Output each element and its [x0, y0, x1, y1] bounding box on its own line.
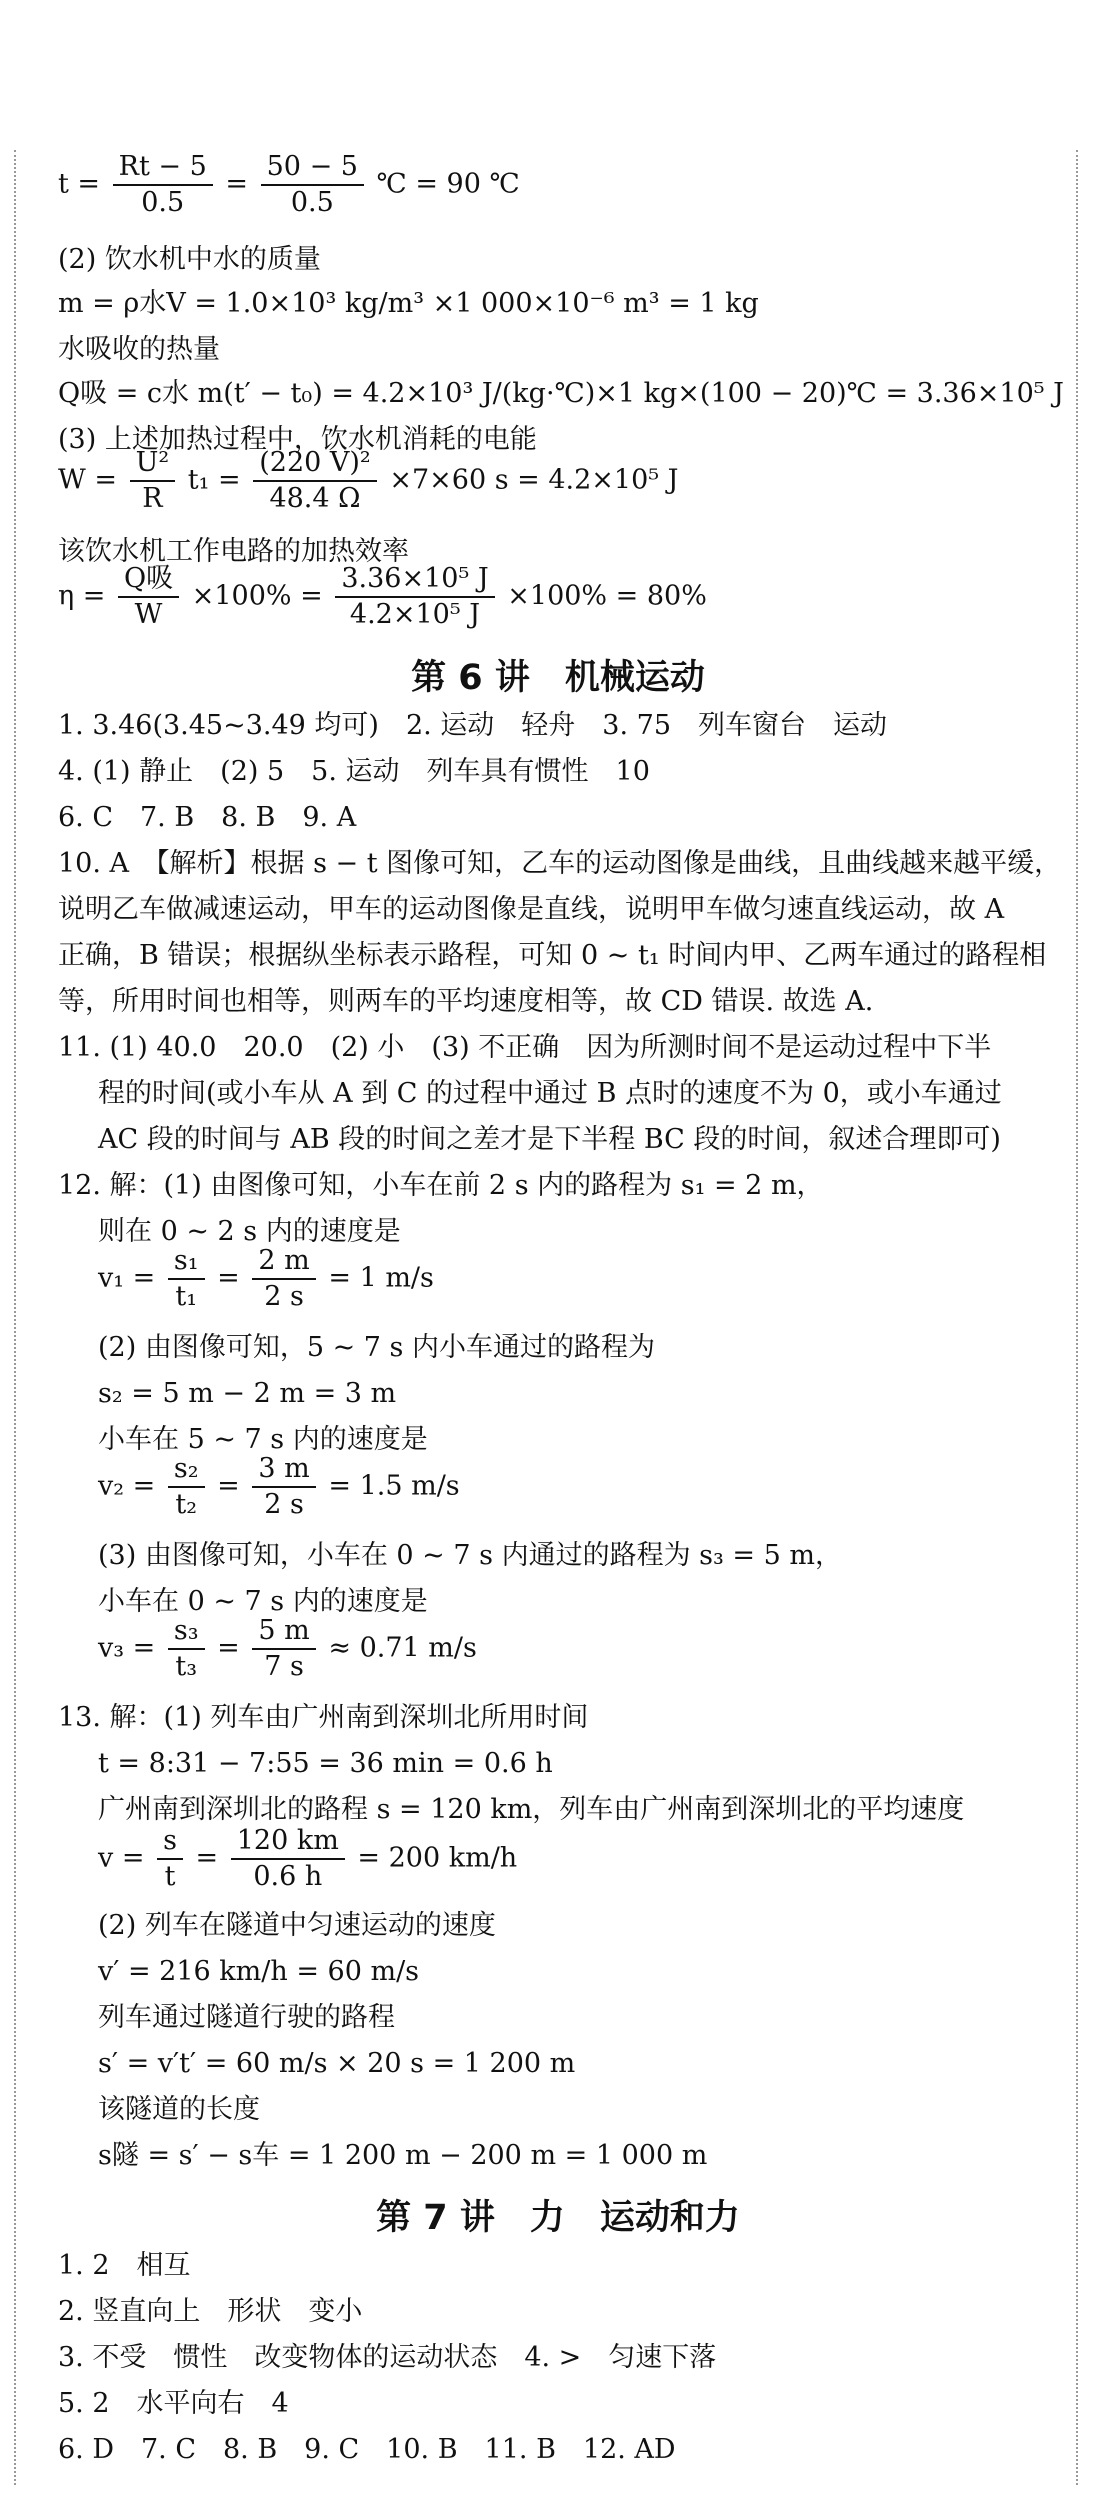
- fraction-numerator: s: [157, 1824, 183, 1860]
- answer-line: AC 段的时间与 AB 段的时间之差才是下半程 BC 段的时间，叙述合理即可): [98, 1124, 1001, 1155]
- fraction-numerator: 5 m: [252, 1614, 315, 1650]
- answer-line: v′ = 216 km/h = 60 m/s: [98, 1956, 420, 1987]
- text-line: (2) 饮水机中水的质量: [58, 244, 321, 275]
- right-dotted-border: [1076, 150, 1078, 2485]
- equals-sign: =: [217, 1262, 240, 1294]
- formula-temperature: [58, 150, 520, 220]
- formula-text: ℃ = 90 ℃: [376, 168, 520, 200]
- answer-line: s′ = v′t′ = 60 m/s × 20 s = 1 200 m: [98, 2048, 576, 2079]
- answer-line: 11. (1) 40.0 20.0 (2) 小 (3) 不正确 因为所测时间不是运动过程中下半: [58, 1032, 992, 1063]
- fraction: [168, 1614, 205, 1684]
- answer-line: 小车在 5 ~ 7 s 内的速度是: [98, 1424, 428, 1455]
- answer-line: 则在 0 ~ 2 s 内的速度是: [98, 1216, 401, 1247]
- answer-line: 广州南到深圳北的路程 s = 120 km，列车由广州南到深圳北的平均速度: [98, 1794, 965, 1825]
- formula-v3: [98, 1614, 477, 1684]
- equals-sign: =: [225, 168, 249, 200]
- formula-v-avg: [98, 1824, 517, 1894]
- fraction: [252, 1244, 315, 1314]
- formula-text: v₁ =: [98, 1262, 156, 1294]
- answer-line: 小车在 0 ~ 7 s 内的速度是: [98, 1586, 428, 1617]
- text-line: 该饮水机工作电路的加热效率: [58, 536, 409, 567]
- answer-line: 2. 竖直向上 形状 变小: [58, 2296, 363, 2327]
- formula-text: ×7×60 s = 4.2×10⁵ J: [389, 464, 679, 496]
- fraction-denominator: t₂: [175, 1489, 198, 1520]
- formula-text: v₃ =: [98, 1632, 156, 1664]
- fraction-numerator: s₃: [168, 1614, 205, 1650]
- fraction-numerator: 120 km: [231, 1824, 345, 1860]
- formula-text: ≈ 0.71 m/s: [328, 1632, 477, 1664]
- fraction-numerator: 50 − 5: [261, 150, 364, 186]
- fraction-denominator: 4.2×10⁵ J: [349, 599, 481, 630]
- formula-text: = 200 km/h: [357, 1842, 518, 1874]
- answer-line: 5. 2 水平向右 4: [58, 2388, 289, 2419]
- equals-sign: =: [217, 1470, 240, 1502]
- fraction: [113, 150, 213, 220]
- answer-line: 列车通过隧道行驶的路程: [98, 2002, 395, 2033]
- fraction-denominator: t₃: [175, 1651, 198, 1682]
- formula-mass: m = ρ水V = 1.0×10³ kg/m³ ×1 000×10⁻⁶ m³ = 1 kg: [58, 288, 759, 319]
- section-7-title: 第 7 讲 力 运动和力: [376, 2198, 740, 2238]
- fraction: [252, 1452, 315, 1522]
- formula-text: = 1.5 m/s: [328, 1470, 460, 1502]
- fraction-numerator: 3 m: [252, 1452, 315, 1488]
- text-line: 水吸收的热量: [58, 334, 220, 365]
- fraction-numerator: U²: [130, 446, 176, 482]
- fraction-denominator: t₁: [175, 1281, 198, 1312]
- fraction-denominator: W: [134, 599, 163, 630]
- answer-line: (3) 由图像可知，小车在 0 ~ 7 s 内通过的路程为 s₃ = 5 m，: [98, 1540, 842, 1571]
- fraction-denominator: 7 s: [264, 1651, 304, 1682]
- fraction-denominator: 0.6 h: [253, 1861, 323, 1892]
- text-line: (3) 上述加热过程中，饮水机消耗的电能: [58, 424, 537, 455]
- fraction: [168, 1244, 205, 1314]
- answer-line: 4. (1) 静止 (2) 5 5. 运动 列车具有惯性 10: [58, 756, 650, 787]
- fraction: [157, 1824, 183, 1894]
- formula-energy: [58, 446, 679, 516]
- fraction: [261, 150, 364, 220]
- fraction: [231, 1824, 345, 1894]
- answer-line: 说明乙车做减速运动，甲车的运动图像是直线，说明甲车做匀速直线运动，故 A: [58, 894, 1005, 925]
- answer-line: 6. C 7. B 8. B 9. A: [58, 802, 357, 833]
- fraction-denominator: 2 s: [264, 1489, 304, 1520]
- fraction-numerator: 3.36×10⁵ J: [335, 562, 494, 598]
- fraction: [130, 446, 176, 516]
- formula-text: W =: [58, 464, 117, 496]
- fraction-denominator: t: [164, 1861, 176, 1892]
- fraction: [168, 1452, 205, 1522]
- answer-line: s₂ = 5 m − 2 m = 3 m: [98, 1378, 397, 1409]
- fraction: [118, 562, 179, 632]
- formula-efficiency: [58, 562, 707, 632]
- formula-text: v =: [98, 1842, 145, 1874]
- fraction-denominator: 0.5: [290, 187, 334, 218]
- fraction: [253, 446, 377, 516]
- answer-line: 1. 2 相互: [58, 2250, 191, 2281]
- answer-line: t = 8:31 − 7:55 = 36 min = 0.6 h: [98, 1748, 553, 1779]
- answer-line: 等，所用时间也相等，则两车的平均速度相等，故 CD 错误. 故选 A.: [58, 986, 874, 1017]
- fraction-denominator: R: [142, 483, 163, 514]
- formula-text: v₂ =: [98, 1470, 156, 1502]
- fraction-numerator: (220 V)²: [253, 446, 377, 482]
- answer-line: (2) 列车在隧道中匀速运动的速度: [98, 1910, 496, 1941]
- formula-v2: [98, 1452, 460, 1522]
- fraction-numerator: s₁: [168, 1244, 205, 1280]
- fraction: [252, 1614, 315, 1684]
- formula-text: η =: [58, 580, 106, 612]
- answer-line: 该隧道的长度: [98, 2094, 260, 2125]
- answer-line: (2) 由图像可知，5 ~ 7 s 内小车通过的路程为: [98, 1332, 655, 1363]
- fraction-denominator: 48.4 Ω: [269, 483, 361, 514]
- formula-text: = 1 m/s: [328, 1262, 434, 1294]
- formula-text: ×100% = 80%: [507, 580, 707, 612]
- answer-line: 6. D 7. C 8. B 9. C 10. B 11. B 12. AD: [58, 2434, 676, 2465]
- formula-heat: Q吸 = c水 m(t′ − t₀) = 4.2×10³ J/(kg·℃)×1 kg×(100 − 20)℃ = 3.36×10⁵ J: [58, 378, 1064, 409]
- answer-line: 1. 3.46(3.45~3.49 均可) 2. 运动 轻舟 3. 75 列车窗台 运动: [58, 710, 888, 741]
- equals-sign: =: [217, 1632, 240, 1664]
- formula-text: t₁ =: [187, 464, 241, 496]
- fraction-numerator: 2 m: [252, 1244, 315, 1280]
- fraction-numerator: Q吸: [118, 562, 179, 598]
- section-6-title: 第 6 讲 机械运动: [411, 658, 705, 698]
- answer-line: 3. 不受 惯性 改变物体的运动状态 4. > 匀速下落: [58, 2342, 717, 2373]
- answer-line: s隧 = s′ − s车 = 1 200 m − 200 m = 1 000 m: [98, 2140, 708, 2171]
- formula-text: ×100% =: [191, 580, 323, 612]
- answer-line: 10. A 【解析】根据 s − t 图像可知，乙车的运动图像是曲线，且曲线越来越平缓，: [58, 848, 1062, 879]
- formula-v1: [98, 1244, 434, 1314]
- fraction-numerator: Rt − 5: [113, 150, 213, 186]
- equals-sign: =: [195, 1842, 219, 1874]
- answer-line: 13. 解：(1) 列车由广州南到深圳北所用时间: [58, 1702, 589, 1733]
- formula-text: t =: [58, 168, 101, 200]
- fraction-denominator: 2 s: [264, 1281, 304, 1312]
- answer-line: 12. 解：(1) 由图像可知，小车在前 2 s 内的路程为 s₁ = 2 m，: [58, 1170, 824, 1201]
- fraction-denominator: 0.5: [141, 187, 185, 218]
- fraction: [335, 562, 494, 632]
- fraction-numerator: s₂: [168, 1452, 205, 1488]
- answer-line: 程的时间(或小车从 A 到 C 的过程中通过 B 点时的速度不为 0，或小车通过: [98, 1078, 1002, 1109]
- answer-line: 正确，B 错误；根据纵坐标表示路程，可知 0 ~ t₁ 时间内甲、乙两车通过的路程相: [58, 940, 1047, 971]
- left-dotted-border: [14, 150, 16, 2485]
